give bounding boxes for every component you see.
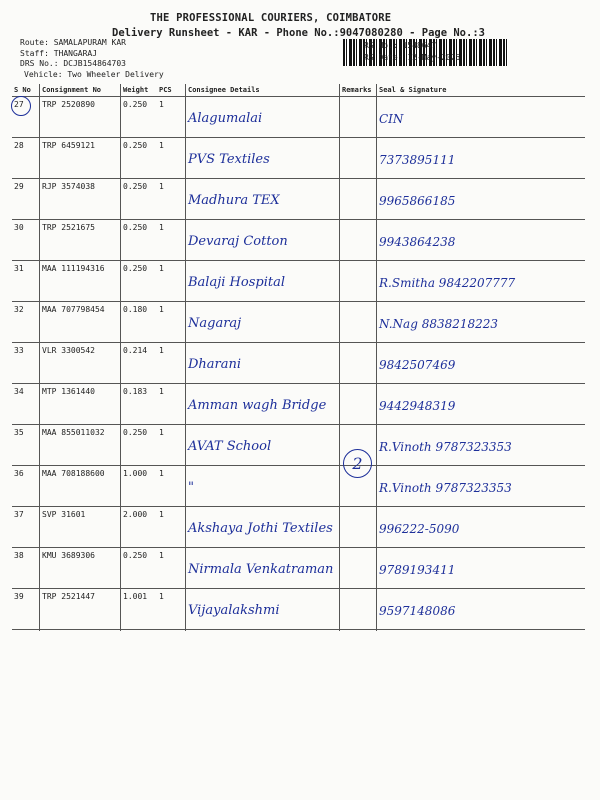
signature-handwritten: 9442948319 <box>377 384 585 425</box>
consignment-number: KMU 3689306 <box>40 548 121 589</box>
weight-value: 0.250 <box>121 425 157 466</box>
weight-value: 0.214 <box>121 343 157 384</box>
row-serial-number: 30 <box>12 220 40 261</box>
row-serial-number: 27 <box>12 97 40 138</box>
signature-handwritten: 7373895111 <box>377 138 585 179</box>
table-row <box>12 179 585 220</box>
drs-text: DRS No.: DCJB154864703 <box>20 59 126 68</box>
signature-handwritten: CIN <box>377 97 585 138</box>
remarks-cell <box>340 507 377 548</box>
consignment-number: RJP 3574038 <box>40 179 121 220</box>
consignee-handwritten: Nagaraj <box>186 302 340 343</box>
row-serial-number: 31 <box>12 261 40 302</box>
pieces-count: 1 <box>157 261 186 302</box>
runsheet-subtitle: Delivery Runsheet - KAR - Phone No.:9047080280 - Page No.:3 <box>112 27 485 39</box>
table-row <box>12 507 585 548</box>
consignee-handwritten: Vijayalakshmi <box>186 589 340 630</box>
column-header: Weight <box>121 84 157 97</box>
pieces-count: 1 <box>157 589 186 630</box>
consignee-handwritten: PVS Textiles <box>186 138 340 179</box>
row-serial-number: 37 <box>12 507 40 548</box>
weight-value: 0.183 <box>121 384 157 425</box>
column-header: Remarks <box>340 84 377 97</box>
consignee-handwritten: Balaji Hospital <box>186 261 340 302</box>
column-divider <box>39 84 40 631</box>
table-row <box>12 220 585 261</box>
table-row <box>12 261 585 302</box>
pieces-count: 1 <box>157 466 186 507</box>
consignee-handwritten: Akshaya Jothi Textiles <box>186 507 340 548</box>
remarks-cell <box>340 220 377 261</box>
table-row <box>12 343 585 384</box>
row-serial-number: 35 <box>12 425 40 466</box>
rs-date: RS Date: 12-May-2025 <box>364 53 461 62</box>
table-row <box>12 589 585 630</box>
consignment-number: VLR 3300542 <box>40 343 121 384</box>
column-divider <box>120 84 121 631</box>
table-header-row <box>12 84 585 97</box>
consignment-number: TRP 2520890 <box>40 97 121 138</box>
signature-handwritten: R.Smitha 9842207777 <box>377 261 585 302</box>
weight-value: 0.250 <box>121 261 157 302</box>
consignment-number: TRP 2521447 <box>40 589 121 630</box>
staff-text: Staff: THANGARAJ <box>20 48 98 58</box>
circled-page-number: 2 <box>343 449 372 478</box>
route-text: Route: SAMALAPURAM KAR <box>20 38 126 47</box>
consignee-handwritten: AVAT School <box>186 425 340 466</box>
signature-handwritten: 9943864238 <box>377 220 585 261</box>
signature-handwritten: 9789193411 <box>377 548 585 589</box>
row-serial-number: 33 <box>12 343 40 384</box>
pieces-count: 1 <box>157 384 186 425</box>
weight-value: 0.250 <box>121 220 157 261</box>
signature-handwritten: R.Vinoth 9787323353 <box>377 425 585 466</box>
row-serial-number: 34 <box>12 384 40 425</box>
weight-value: 0.250 <box>121 179 157 220</box>
consignee-handwritten: Alagumalai <box>186 97 340 138</box>
remarks-cell <box>340 302 377 343</box>
pieces-count: 1 <box>157 138 186 179</box>
pieces-count: 1 <box>157 302 186 343</box>
consignee-handwritten: Amman wagh Bridge <box>186 384 340 425</box>
signature-handwritten: 9597148086 <box>377 589 585 630</box>
consignment-number: MTP 1361440 <box>40 384 121 425</box>
row-serial-number: 32 <box>12 302 40 343</box>
table-row <box>12 466 585 507</box>
runsheet-meta-left <box>20 38 126 70</box>
remarks-cell <box>340 343 377 384</box>
row-serial-number: 38 <box>12 548 40 589</box>
consignee-handwritten: Dharani <box>186 343 340 384</box>
runsheet-meta-right <box>364 40 460 64</box>
pieces-count: 1 <box>157 179 186 220</box>
pieces-count: 1 <box>157 425 186 466</box>
remarks-cell <box>340 261 377 302</box>
signature-handwritten: 9965866185 <box>377 179 585 220</box>
column-header: PCS <box>157 84 186 97</box>
weight-value: 0.250 <box>121 138 157 179</box>
consignment-number: MAA 707798454 <box>40 302 121 343</box>
signature-handwritten: 9842507469 <box>377 343 585 384</box>
consignee-handwritten: Madhura TEX <box>186 179 340 220</box>
consignee-handwritten: " <box>186 466 340 507</box>
table-row <box>12 302 585 343</box>
remarks-cell <box>340 179 377 220</box>
delivery-table <box>12 84 585 630</box>
column-header: Consignee Details <box>186 84 340 97</box>
column-divider <box>376 84 377 631</box>
company-title: THE PROFESSIONAL COURIERS, COIMBATORE <box>150 12 392 24</box>
table-row <box>12 548 585 589</box>
consignee-handwritten: Devaraj Cotton <box>186 220 340 261</box>
weight-value: 0.180 <box>121 302 157 343</box>
row-serial-number: 28 <box>12 138 40 179</box>
consignment-number: TRP 2521675 <box>40 220 121 261</box>
row-circle-mark <box>11 96 31 116</box>
column-header: S No <box>12 84 40 97</box>
table-row <box>12 138 585 179</box>
remarks-cell <box>340 384 377 425</box>
consignment-number: MAA 855011032 <box>40 425 121 466</box>
table-row <box>12 384 585 425</box>
remarks-cell <box>340 138 377 179</box>
column-divider <box>185 84 186 631</box>
weight-value: 1.001 <box>121 589 157 630</box>
column-divider <box>339 84 340 631</box>
consignment-number: TRP 6459121 <box>40 138 121 179</box>
column-header: Consignment No <box>40 84 121 97</box>
weight-value: 0.250 <box>121 97 157 138</box>
weight-value: 1.000 <box>121 466 157 507</box>
pieces-count: 1 <box>157 507 186 548</box>
consignment-number: SVP 31601 <box>40 507 121 548</box>
signature-handwritten: R.Vinoth 9787323353 <box>377 466 585 507</box>
pieces-count: 1 <box>157 97 186 138</box>
consignment-number: MAA 708188600 <box>40 466 121 507</box>
remarks-cell <box>340 97 377 138</box>
row-serial-number: 29 <box>12 179 40 220</box>
weight-value: 2.000 <box>121 507 157 548</box>
rs-number: RS No.: 1548647 <box>364 41 437 50</box>
table-row <box>12 425 585 466</box>
pieces-count: 1 <box>157 220 186 261</box>
signature-handwritten: 996222-5090 <box>377 507 585 548</box>
table-row <box>12 97 585 138</box>
weight-value: 0.250 <box>121 548 157 589</box>
pieces-count: 1 <box>157 548 186 589</box>
row-serial-number: 39 <box>12 589 40 630</box>
column-header: Seal & Signature <box>377 84 585 97</box>
signature-handwritten: N.Nag 8838218223 <box>377 302 585 343</box>
remarks-cell <box>340 589 377 630</box>
consignee-handwritten: Nirmala Venkatraman <box>186 548 340 589</box>
consignment-number: MAA 111194316 <box>40 261 121 302</box>
vehicle-text: Vehicle: Two Wheeler Delivery <box>24 70 164 79</box>
row-serial-number: 36 <box>12 466 40 507</box>
pieces-count: 1 <box>157 343 186 384</box>
remarks-cell <box>340 548 377 589</box>
